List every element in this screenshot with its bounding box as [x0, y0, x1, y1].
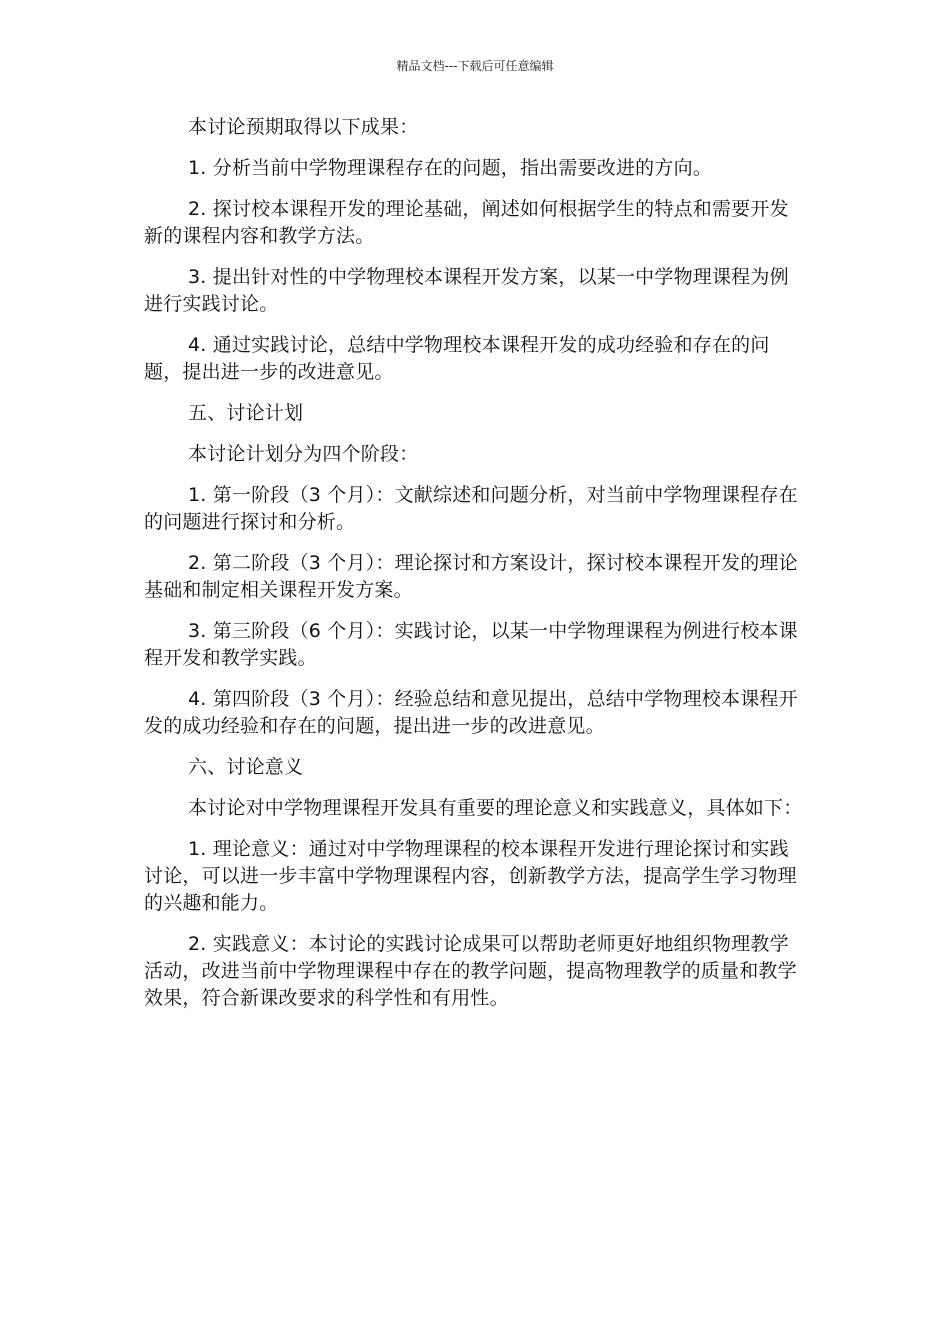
paragraph-result-3: 3. 提出针对性的中学物理校本课程开发方案，以某一中学物理课程为例进行实践讨论。 — [144, 266, 789, 315]
section-heading-plan: 五、讨论计划 — [188, 402, 304, 424]
section-heading-significance: 六、讨论意义 — [188, 756, 304, 778]
paragraph-result-1: 1. 分析当前中学物理课程存在的问题，指出需要改进的方向。 — [188, 157, 712, 179]
paragraph-result-4: 4. 通过实践讨论，总结中学物理校本课程开发的成功经验和存在的问题，提出进一步的改进意见。 — [144, 334, 770, 383]
paragraph-stage-2: 2. 第二阶段（3 个月）：理论探讨和方案设计，探讨校本课程开发的理论基础和制定相关课程开发方案。 — [144, 552, 798, 601]
paragraph-result-2: 2. 探讨校本课程开发的理论基础，阐述如何根据学生的特点和需要开发新的课程内容和教学方法。 — [144, 198, 789, 247]
paragraph-expected-results-intro: 本讨论预期取得以下成果： — [188, 116, 419, 138]
paragraph-practical-significance: 2. 实践意义：本讨论的实践讨论成果可以帮助老师更好地组织物理教学活动，改进当前中学物理课程中存在的教学问题，提高物理教学的质量和教学效果，符合新课改要求的科学性和有用性。 — [144, 933, 797, 1009]
paragraph-stage-3: 3. 第三阶段（6 个月）：实践讨论，以某一中学物理课程为例进行校本课程开发和教学实践。 — [144, 620, 798, 669]
paragraph-stage-4: 4. 第四阶段（3 个月）：经验总结和意见提出，总结中学物理校本课程开发的成功经验和存在的问题，提出进一步的改进意见。 — [144, 688, 798, 737]
page-header: 精品文档---下载后可任意编辑 — [396, 59, 554, 73]
paragraph-theoretical-significance: 1. 理论意义：通过对中学物理课程的校本课程开发进行理论探讨和实践讨论，可以进一步丰富中学物理课程内容，创新教学方法，提高学生学习物理的兴趣和能力。 — [144, 838, 797, 914]
document-body — [144, 114, 804, 1026]
paragraph-plan-intro: 本讨论计划分为四个阶段： — [188, 443, 419, 465]
paragraph-significance-intro: 本讨论对中学物理课程开发具有重要的理论意义和实践意义，具体如下： — [188, 797, 803, 819]
paragraph-stage-1: 1. 第一阶段（3 个月）：文献综述和问题分析，对当前中学物理课程存在的问题进行探讨和分析。 — [144, 484, 798, 533]
